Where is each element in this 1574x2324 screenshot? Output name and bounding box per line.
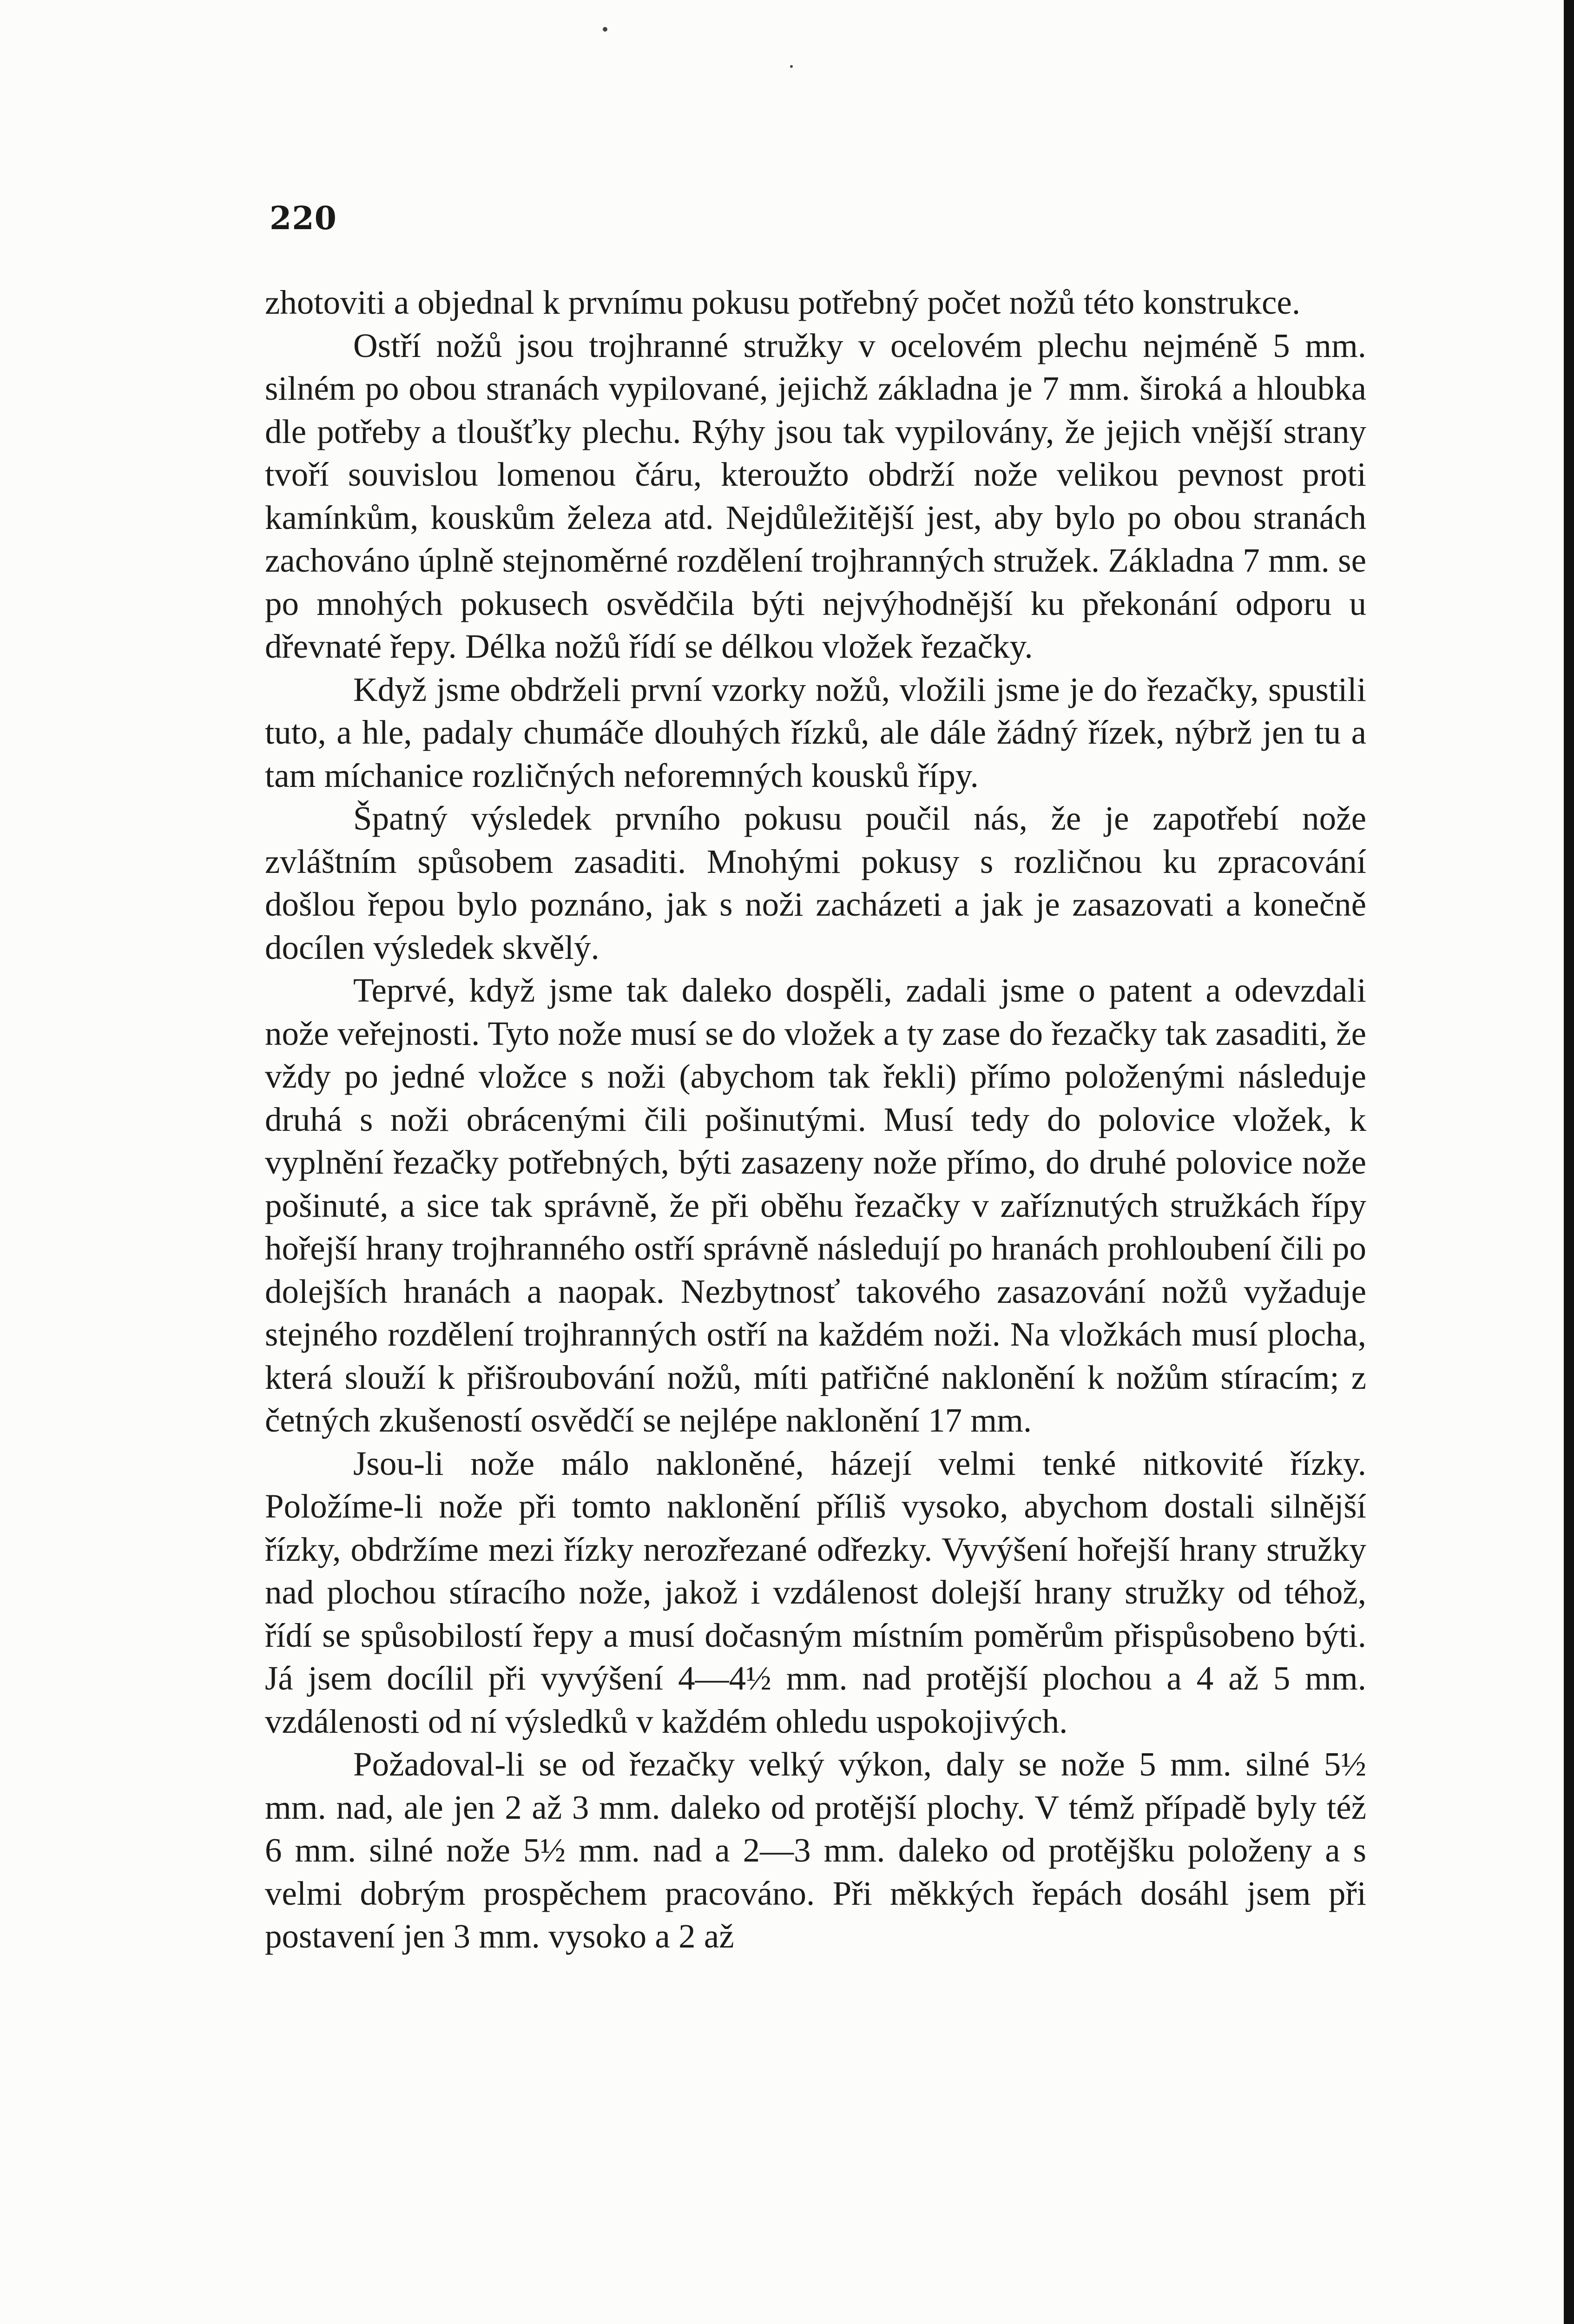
scan-speck [603,27,607,32]
paragraph: Teprvé, když jsme tak daleko dospěli, zadali jsme o patent a odevzdali nože veřejnosti. Tyto nože musí se do vložek a ty zase do řezačky tak zasaditi, že vždy po jedné vložce s noži (abychom tak řekli) přímo položenými následuje druhá s noži obrácenými čili pošinutými. Musí tedy do polovice vložek, k vyplnění řezačky potřebných, býti zasazeny nože přímo, do druhé polovice nože pošinuté, a sice tak správně, že při oběhu řezačky v zaříznutých stružkách řípy hořejší hrany trojhranného ostří správně následují po hranách prohloubení čili po dolejších hranách a naopak. Nezbytnosť takového zasazování nožů vyžaduje stejného rozdělení trojhranných ostří na každém noži. Na vložkách musí plocha, která slouží k přišroubování nožů, míti patřičné naklonění k nožům stíracím; z četných zkušeností osvědčí se nejlépe naklonění 17 mm. [265,971,1366,1439]
paragraph: Požadoval-li se od řezačky velký výkon, daly se nože 5 mm. silné 5½ mm. nad, ale jen 2 až 3 mm. daleko od protější plochy. V témž případě byly též 6 mm. silné nože 5½ mm. nad a 2—3 mm. daleko od protějšku položeny a s velmi dobrým prospěchem pracováno. Při měkkých řepách dosáhl jsem při postavení jen 3 mm. vysoko a 2 až [265,1745,1366,1955]
paragraph: Ostří nožů jsou trojhranné stružky v ocelovém plechu nejméně 5 mm. silném po obou stranách vypilované, jejichž základna je 7 mm. široká a hloubka dle potřeby a tloušťky plechu. Rýhy jsou tak vypilovány, že jejich vnější strany tvoří souvislou lomenou čáru, kteroužto obdrží nože velikou pevnost proti kamínkům, kouskům železa atd. Nejdůležitější jest, aby bylo po obou stranách zachováno úplně stejnoměrné rozdělení trojhranných stružek. Základna 7 mm. se po mnohých pokusech osvědčila býti nejvýhodnější ku překonání odporu u dřevnaté řepy. Délka nožů řídí se délkou vložek řezačky. [265,326,1366,665]
body-text [265,281,1366,1958]
scan-edge-border [1564,0,1574,2324]
paragraph: zhotoviti a objednal k prvnímu pokusu potřebný počet nožů této konstrukce. [265,284,1301,321]
scan-speck [790,65,793,68]
paragraph: Když jsme obdrželi první vzorky nožů, vložili jsme je do řezačky, spustili tuto, a hle, padaly chumáče dlouhých řízků, ale dále žádný řízek, nýbrž jen tu a tam míchanice rozličných neforemných kousků řípy. [265,670,1366,794]
paragraph: Špatný výsledek prvního pokusu poučil nás, že je zapotřebí nože zvláštním spůsobem zasaditi. Mnohými pokusy s rozličnou ku zpracování došlou řepou bylo poznáno, jak s noži zacházeti a jak je zasazovati a konečně docílen výsledek skvělý. [265,799,1366,966]
page-number: 220 [270,200,337,237]
paragraph: Jsou-li nože málo nakloněné, házejí velmi tenké nitkovité řízky. Položíme-li nože při tomto naklonění příliš vysoko, abychom dostali silnější řízky, obdržíme mezi řízky nerozřezané odřezky. Vyvýšení hořejší hrany stružky nad plochou stíracího nože, jakož i vzdálenost dolejší hrany stružky od téhož, řídí se spůsobilostí řepy a musí dočasným místním poměrům přispůsobeno býti. Já jsem docílil při vyvýšení 4—4½ mm. nad protější plochou a 4 až 5 mm. vzdálenosti od ní výsledků v každém ohledu uspokojivých. [265,1444,1366,1740]
